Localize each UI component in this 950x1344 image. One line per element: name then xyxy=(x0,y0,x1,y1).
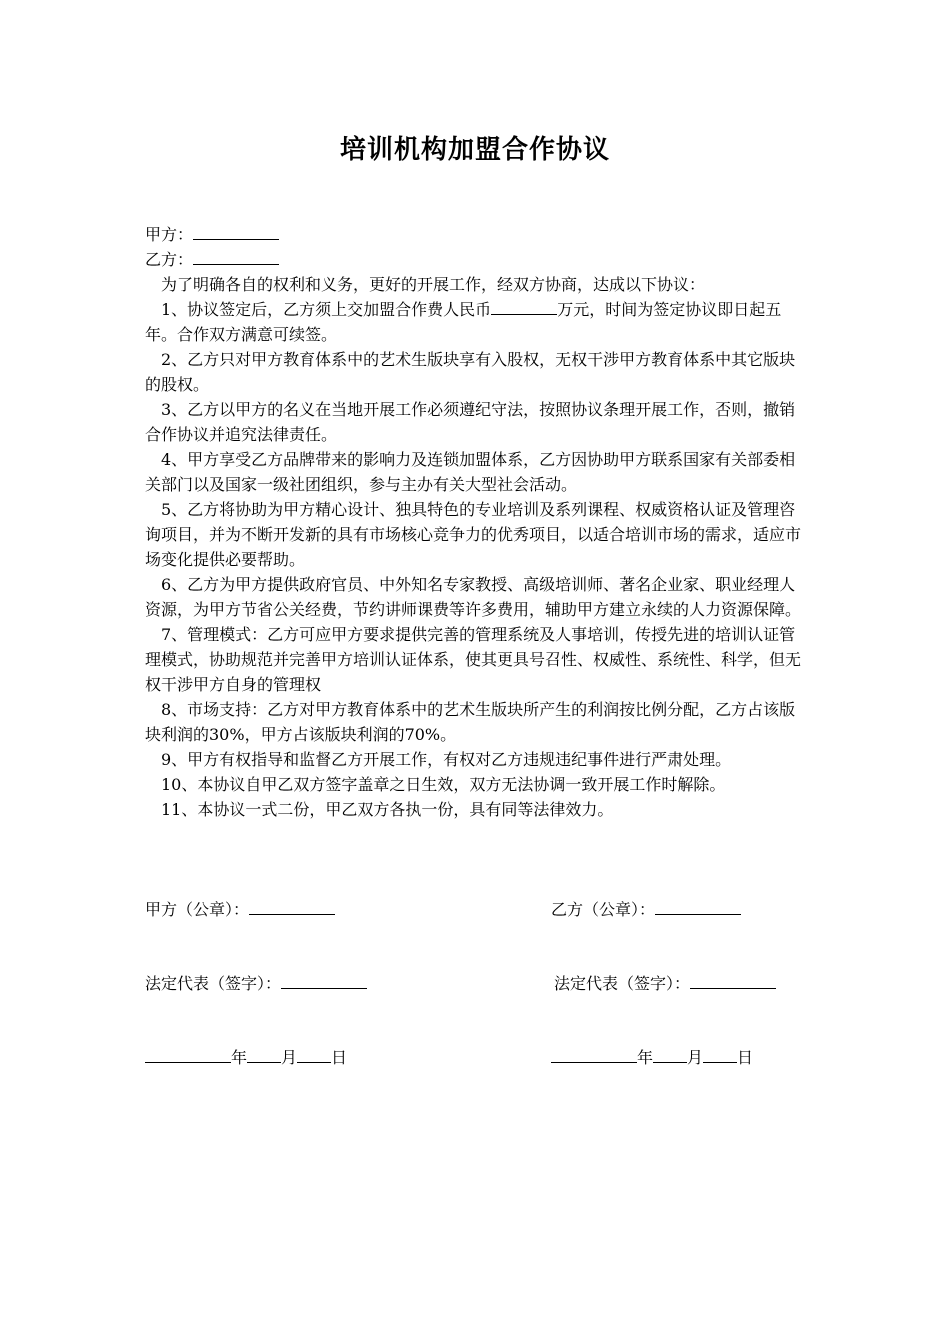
clause-1-text-end: 万元，时间为签定协议即日起五年。合作双方满意可续签。 xyxy=(145,300,782,344)
party-a-seal-line xyxy=(145,897,335,922)
party-b-label: 乙方： xyxy=(145,250,194,269)
clause-3: 3、乙方以甲方的名义在当地开展工作必须遵纪守法，按照协议条理开展工作，否则，撤销合作协议并追究法律责任。 xyxy=(145,400,796,444)
party-b-seal-line xyxy=(551,897,741,922)
fee-blank xyxy=(491,298,557,315)
clause-5: 5、乙方将协助为甲方精心设计、独具特色的专业培训及系列课程、权威资格认证及管理咨询项目，并为不断开发新的具有市场核心竞争力的优秀项目，以适合培训市场的需求，适应市场变化提供必要帮助。 xyxy=(145,500,802,569)
party-a-seal-label: 甲方（公章）： xyxy=(145,900,250,919)
clause-9: 9、甲方有权指导和监督乙方开展工作，有权对乙方违规违纪事件进行严肃处理。 xyxy=(161,750,732,769)
clause-1 xyxy=(145,297,810,347)
party-b-day-blank xyxy=(703,1046,737,1063)
clause-10: 10、本协议自甲乙双方签字盖章之日生效，双方无法协调一致开展工作时解除。 xyxy=(161,775,726,794)
party-a-rep-blank xyxy=(281,972,367,989)
party-b-month-label: 月 xyxy=(687,1048,704,1067)
clause-4: 4、甲方享受乙方品牌带来的影响力及连锁加盟体系，乙方因协助甲方联系国家有关部委相关部门以及国家一级社团组织，参与主办有关大型社会活动。 xyxy=(145,450,796,494)
party-a-line xyxy=(145,222,810,247)
party-b-day-label: 日 xyxy=(737,1048,754,1067)
party-a-seal-blank xyxy=(249,898,335,915)
party-a-date-line xyxy=(145,1045,347,1070)
party-a-year-blank xyxy=(145,1046,231,1063)
party-b-rep-label: 法定代表（签字）： xyxy=(554,974,691,993)
party-a-rep-line xyxy=(145,971,367,996)
clause-8: 8、市场支持：乙方对甲方教育体系中的艺术生版块所产生的利润按比例分配，乙方占该版块利润的30%，甲方占该版块利润的70%。 xyxy=(145,700,796,744)
party-b-date-line xyxy=(551,1045,753,1070)
party-a-day-label: 日 xyxy=(331,1048,348,1067)
clause-1-text: 1、协议签定后，乙方须上交加盟合作费人民币 xyxy=(161,300,492,319)
document-title: 培训机构加盟合作协议 xyxy=(339,135,610,165)
agreement-body xyxy=(145,222,810,822)
party-a-month-label: 月 xyxy=(281,1048,298,1067)
party-b-month-blank xyxy=(653,1046,687,1063)
party-a-label: 甲方： xyxy=(145,225,194,244)
party-a-rep-label: 法定代表（签字）： xyxy=(145,974,282,993)
party-b-blank xyxy=(193,248,279,265)
party-b-seal-label: 乙方（公章）： xyxy=(551,900,656,919)
clause-6: 6、乙方为甲方提供政府官员、中外知名专家教授、高级培训师、著名企业家、职业经理人资源，为甲方节省公关经费，节约讲师课费等许多费用，辅助甲方建立永续的人力资源保障。 xyxy=(145,575,802,619)
party-a-month-blank xyxy=(247,1046,281,1063)
clause-7: 7、管理模式：乙方可应甲方要求提供完善的管理系统及人事培训，传授先进的培训认证管理模式，协助规范并完善甲方培训认证体系，使其更具号召性、权威性、系统性、科学，但无权干涉甲方自身的管理权 xyxy=(145,625,802,694)
party-b-year-label: 年 xyxy=(637,1048,654,1067)
party-a-year-label: 年 xyxy=(231,1048,248,1067)
clause-2: 2、乙方只对甲方教育体系中的艺术生版块享有入股权，无权干涉甲方教育体系中其它版块的股权。 xyxy=(145,350,796,394)
party-b-year-blank xyxy=(551,1046,637,1063)
party-b-rep-blank xyxy=(690,972,776,989)
party-b-line xyxy=(145,247,810,272)
party-b-seal-blank xyxy=(655,898,741,915)
party-a-day-blank xyxy=(297,1046,331,1063)
party-b-rep-line xyxy=(554,971,776,996)
clause-11: 11、本协议一式二份，甲乙双方各执一份，具有同等法律效力。 xyxy=(161,800,614,819)
intro-paragraph: 为了明确各自的权利和义务，更好的开展工作，经双方协商，达成以下协议： xyxy=(161,275,706,294)
party-a-blank xyxy=(193,223,279,240)
